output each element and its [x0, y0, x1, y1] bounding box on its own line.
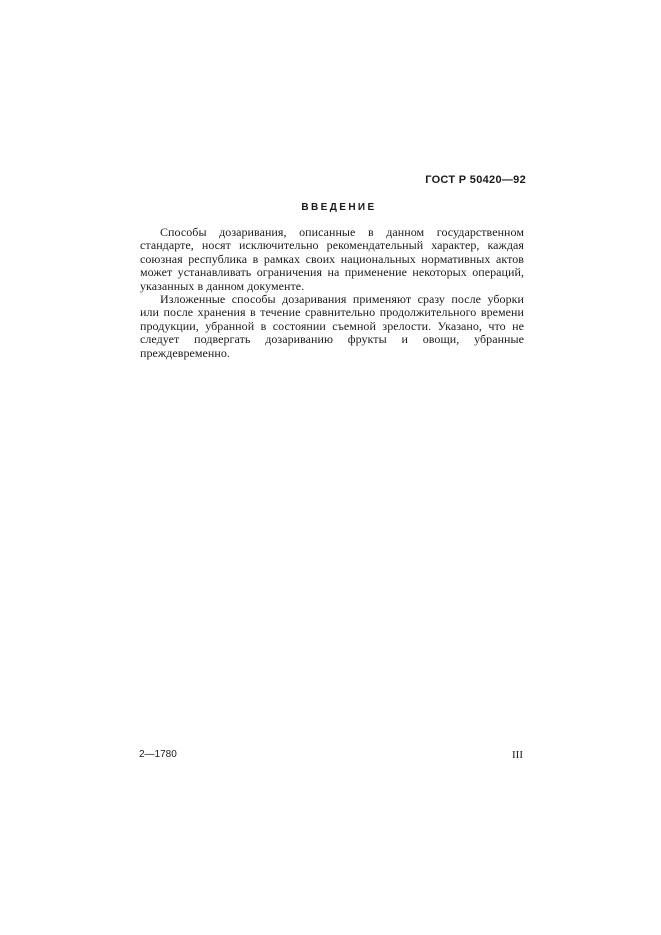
introduction-body [140, 226, 524, 360]
sheet-mark: 2—1780 [139, 749, 177, 760]
page-number: III [512, 749, 523, 761]
paragraph-2: Изложенные способы дозаривания применяют сразу после уборки или после хранения в течение сравнительно продолжительного времени продукции, убранной в состоянии съемной зрелости. Указано, что не следует подвергать дозариванию фрукты и овощи, убранные преждевременно. [140, 292, 524, 360]
document-code: ГОСТ Р 50420—92 [425, 174, 526, 186]
paragraph-1: Способы дозаривания, описанные в данном государственном стандарте, носят исключительно рекомендательный характер, каждая союзная республика в рамках своих национальных нормативных актов может устанавливать ограничения на применение некоторых операций, указанных в данном документе. [140, 225, 524, 293]
section-title: ВВЕДЕНИЕ [301, 202, 377, 213]
